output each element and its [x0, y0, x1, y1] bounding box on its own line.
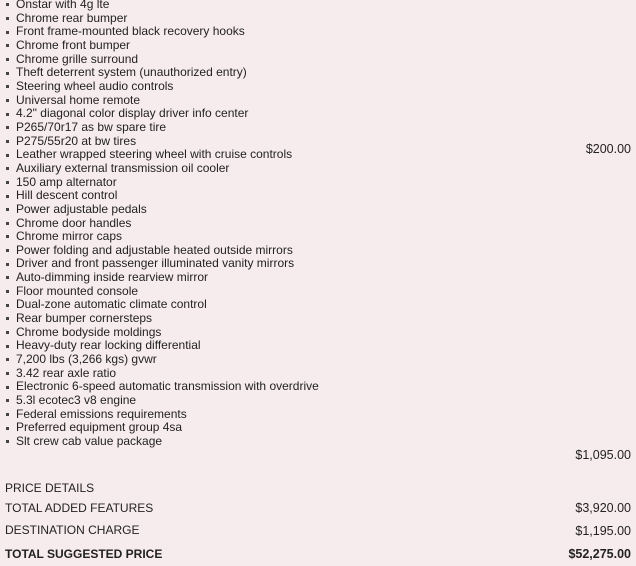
- bullet-icon: [6, 17, 9, 20]
- total-added-features-value: $3,920.00: [575, 501, 631, 515]
- feature-item: [6, 408, 546, 422]
- bullet-icon: [6, 413, 9, 416]
- bullet-icon: [6, 290, 9, 293]
- feature-label: Chrome grille surround: [16, 51, 139, 66]
- feature-label: 150 amp alternator: [16, 174, 117, 189]
- bullet-icon: [6, 440, 9, 443]
- feature-label: Heavy-duty rear locking differential: [16, 338, 201, 353]
- feature-label: Dual-zone automatic climate control: [16, 297, 207, 312]
- feature-item: [6, 435, 546, 449]
- bullet-icon: [6, 331, 9, 334]
- bullet-icon: [6, 263, 9, 266]
- feature-item: [6, 66, 546, 80]
- feature-label: Leather wrapped steering wheel with cruise controls: [16, 147, 293, 162]
- feature-item: [6, 25, 546, 39]
- feature-label: 7,200 lbs (3,266 kgs) gvwr: [16, 352, 157, 367]
- feature-item: [6, 80, 546, 94]
- feature-item: [6, 339, 546, 353]
- bullet-icon: [6, 386, 9, 389]
- feature-label: 4.2" diagonal color display driver info center: [16, 106, 249, 121]
- bullet-icon: [6, 427, 9, 430]
- feature-label: Rear bumper cornersteps: [16, 311, 153, 326]
- bullet-icon: [6, 167, 9, 170]
- feature-label: Floor mounted console: [16, 283, 139, 298]
- feature-item: [6, 421, 546, 435]
- feature-item: [6, 107, 546, 121]
- feature-label: Auxiliary external transmission oil cooler: [16, 160, 230, 175]
- feature-label: P265/70r17 as bw spare tire: [16, 119, 167, 134]
- destination-charge-value: $1,195.00: [575, 524, 631, 538]
- bullet-icon: [6, 31, 9, 34]
- bullet-icon: [6, 358, 9, 361]
- feature-label: Driver and front passenger illuminated vanity mirrors: [16, 256, 295, 271]
- price-details-title: PRICE DETAILS: [5, 481, 95, 495]
- total-suggested-price-label: TOTAL SUGGESTED PRICE: [5, 547, 163, 561]
- feature-item: [6, 121, 546, 135]
- feature-item: [6, 353, 546, 367]
- feature-item: [6, 367, 546, 381]
- destination-charge-label: DESTINATION CHARGE: [5, 523, 140, 537]
- feature-label: Onstar with 4g lte: [16, 0, 110, 11]
- bullet-icon: [6, 58, 9, 61]
- total-added-features-label: TOTAL ADDED FEATURES: [5, 501, 154, 515]
- feature-label: 3.42 rear axle ratio: [16, 365, 117, 380]
- feature-item: [6, 271, 546, 285]
- bullet-icon: [6, 85, 9, 88]
- feature-label: Hill descent control: [16, 188, 118, 203]
- bullet-icon: [6, 181, 9, 184]
- feature-label: Slt crew cab value package: [16, 434, 163, 448]
- feature-item: [6, 244, 546, 258]
- feature-label: Chrome rear bumper: [16, 10, 128, 25]
- feature-label: Chrome front bumper: [16, 37, 131, 52]
- feature-item: [6, 176, 546, 190]
- feature-item: [6, 217, 546, 231]
- bullet-icon: [6, 249, 9, 252]
- feature-item: [6, 285, 546, 299]
- feature-label: Front frame-mounted black recovery hooks: [16, 24, 245, 39]
- feature-item: [6, 230, 546, 244]
- feature-label: Electronic 6-speed automatic transmission with overdrive: [16, 379, 319, 394]
- bullet-icon: [6, 317, 9, 320]
- feature-item: [6, 53, 546, 67]
- feature-label: Chrome door handles: [16, 215, 132, 230]
- feature-item: [6, 94, 546, 108]
- option-price-1095: $1,095.00: [575, 448, 631, 462]
- feature-label: P275/55r20 at bw tires: [16, 133, 137, 148]
- option-price-200: $200.00: [585, 142, 631, 156]
- feature-label: Steering wheel audio controls: [16, 78, 174, 93]
- bullet-icon: [6, 276, 9, 279]
- bullet-icon: [6, 235, 9, 238]
- bullet-icon: [6, 154, 9, 157]
- bullet-icon: [6, 99, 9, 102]
- feature-label: Federal emissions requirements: [16, 406, 187, 421]
- feature-label: 5.3l ecotec3 v8 engine: [16, 393, 137, 408]
- feature-label: Universal home remote: [16, 92, 141, 107]
- bullet-icon: [6, 372, 9, 375]
- feature-item: [6, 380, 546, 394]
- feature-label: Power folding and adjustable heated outside mirrors: [16, 242, 293, 257]
- bullet-icon: [6, 3, 9, 6]
- feature-item: [6, 39, 546, 53]
- bullet-icon: [6, 113, 9, 116]
- feature-item: [6, 298, 546, 312]
- bullet-icon: [6, 399, 9, 402]
- feature-item: [6, 203, 546, 217]
- feature-item: [6, 394, 546, 408]
- feature-label: Chrome bodyside moldings: [16, 324, 162, 339]
- feature-label: Preferred equipment group 4sa: [16, 420, 183, 435]
- feature-item: [6, 312, 546, 326]
- feature-item: [6, 12, 546, 26]
- bullet-icon: [6, 222, 9, 225]
- feature-item: [6, 148, 546, 162]
- bullet-icon: [6, 72, 9, 75]
- bullet-icon: [6, 208, 9, 211]
- feature-label: Power adjustable pedals: [16, 201, 147, 216]
- bullet-icon: [6, 195, 9, 198]
- feature-label: Chrome mirror caps: [16, 229, 123, 244]
- total-suggested-price-value: $52,275.00: [568, 547, 631, 561]
- bullet-icon: [6, 304, 9, 307]
- feature-item: [6, 257, 546, 271]
- feature-item: [6, 326, 546, 340]
- feature-label: Theft deterrent system (unauthorized entry): [16, 65, 247, 80]
- feature-item: [6, 189, 546, 203]
- feature-item: [6, 135, 546, 149]
- feature-item: [6, 0, 546, 12]
- bullet-icon: [6, 44, 9, 47]
- feature-label: Auto-dimming inside rearview mirror: [16, 270, 209, 285]
- bullet-icon: [6, 140, 9, 143]
- feature-item: [6, 162, 546, 176]
- feature-list: [6, 0, 546, 449]
- bullet-icon: [6, 126, 9, 129]
- bullet-icon: [6, 345, 9, 348]
